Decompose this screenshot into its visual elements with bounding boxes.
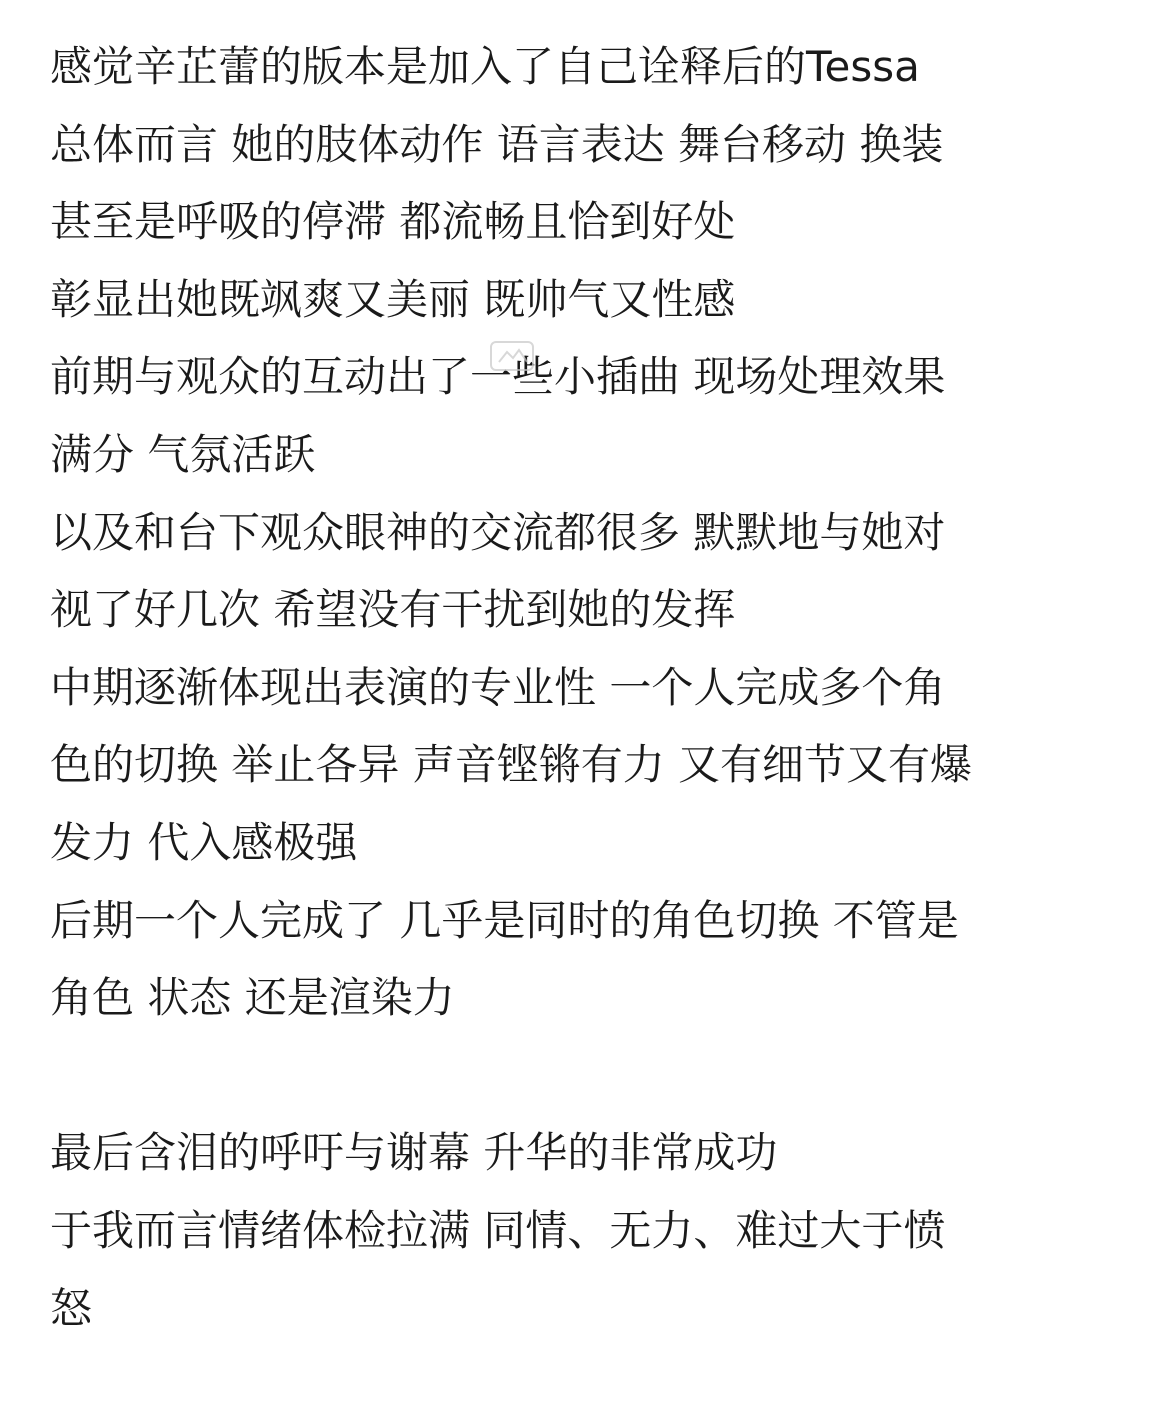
text-line: 感觉辛芷蕾的版本是加入了自己诠释后的Tessa bbox=[50, 42, 920, 91]
paragraph-spacer bbox=[50, 1037, 1130, 1115]
post-text bbox=[50, 28, 1130, 1347]
paragraph-1 bbox=[50, 28, 1130, 1037]
text-line: 角色 状态 还是渲染力 bbox=[50, 973, 455, 1023]
text-line: 以及和台下观众眼神的交流都很多 默默地与她对 bbox=[50, 507, 946, 557]
text-line: 中期逐渐体现出表演的专业性 一个人完成多个角 bbox=[50, 662, 946, 712]
text-line: 怒 bbox=[50, 1283, 93, 1333]
text-line: 后期一个人完成了 几乎是同时的角色切换 不管是 bbox=[50, 895, 959, 945]
text-line: 最后含泪的呼吁与谢幕 升华的非常成功 bbox=[50, 1128, 778, 1178]
text-line: 前期与观众的互动出了一些小插曲 现场处理效果 bbox=[50, 352, 946, 402]
text-line: 视了好几次 希望没有干扰到她的发挥 bbox=[50, 585, 736, 635]
text-line: 色的切换 举止各异 声音铿锵有力 又有细节又有爆 bbox=[50, 740, 973, 790]
text-line: 于我而言情绪体检拉满 同情、无力、难过大于愤 bbox=[50, 1205, 946, 1255]
text-line: 彰显出她既飒爽又美丽 既帅气又性感 bbox=[50, 274, 736, 324]
text-line: 满分 气氛活跃 bbox=[50, 429, 316, 479]
paragraph-2 bbox=[50, 1114, 1130, 1347]
text-line: 总体而言 她的肢体动作 语言表达 舞台移动 换装 bbox=[50, 119, 944, 169]
text-line: 甚至是呼吸的停滞 都流畅且恰到好处 bbox=[50, 197, 736, 247]
text-line: 发力 代入感极强 bbox=[50, 817, 358, 867]
